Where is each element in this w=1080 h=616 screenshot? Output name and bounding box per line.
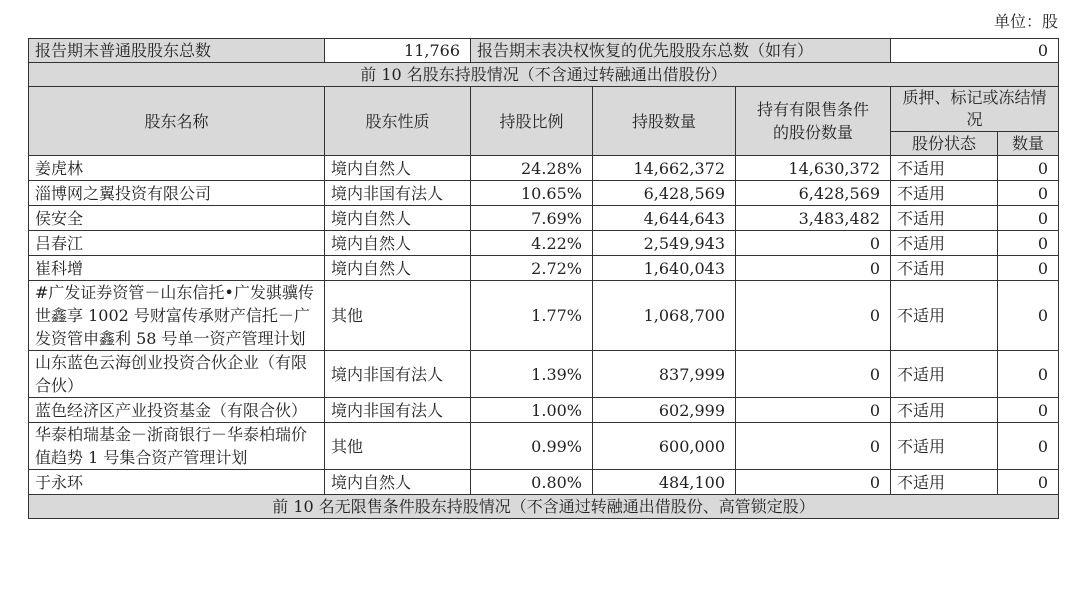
shareholding-qty: 4,644,643 xyxy=(593,206,736,231)
pledge-count: 0 xyxy=(998,281,1059,351)
restricted-qty: 6,428,569 xyxy=(736,181,891,206)
shareholder-name: 姜虎林 xyxy=(29,156,325,181)
shareholding-ratio: 1.39% xyxy=(471,351,593,398)
pledge-status: 不适用 xyxy=(891,423,998,470)
preferred-holders-value: 0 xyxy=(891,39,1059,63)
shareholder-name: 华泰柏瑞基金－浙商银行－华泰柏瑞价值趋势 1 号集合资产管理计划 xyxy=(29,423,325,470)
shareholder-name: #广发证券资管－山东信托•广发骐骥传世鑫享 1002 号财富传承财产信托－广发资管申鑫利 58 号单一资产管理计划 xyxy=(29,281,325,351)
pledge-count: 0 xyxy=(998,398,1059,423)
restricted-qty: 0 xyxy=(736,256,891,281)
restricted-qty: 0 xyxy=(736,423,891,470)
shareholding-qty: 484,100 xyxy=(593,470,736,495)
restricted-qty: 0 xyxy=(736,470,891,495)
header-nature: 股东性质 xyxy=(325,87,471,156)
shareholder-nature: 境内非国有法人 xyxy=(325,181,471,206)
pledge-count: 0 xyxy=(998,423,1059,470)
pledge-status: 不适用 xyxy=(891,398,998,423)
restricted-qty: 0 xyxy=(736,231,891,256)
header-pledge: 质押、标记或冻结情况 xyxy=(891,87,1059,132)
shareholder-nature: 境内自然人 xyxy=(325,231,471,256)
shareholding-ratio: 2.72% xyxy=(471,256,593,281)
section-title-row xyxy=(29,63,1059,87)
pledge-count: 0 xyxy=(998,351,1059,398)
restricted-qty: 3,483,482 xyxy=(736,206,891,231)
table-row xyxy=(29,181,1059,206)
pledge-count: 0 xyxy=(998,470,1059,495)
total-holders-value: 11,766 xyxy=(325,39,471,63)
shareholder-nature: 境内自然人 xyxy=(325,470,471,495)
shareholding-ratio: 1.77% xyxy=(471,281,593,351)
section2-row xyxy=(29,495,1059,519)
table-row xyxy=(29,423,1059,470)
shareholder-nature: 境内非国有法人 xyxy=(325,351,471,398)
restricted-qty: 0 xyxy=(736,398,891,423)
header-ratio: 持股比例 xyxy=(471,87,593,156)
shareholding-ratio: 4.22% xyxy=(471,231,593,256)
pledge-status: 不适用 xyxy=(891,156,998,181)
preferred-holders-label: 报告期末表决权恢复的优先股股东总数（如有） xyxy=(471,39,891,63)
header-status: 股份状态 xyxy=(891,132,998,156)
table-row xyxy=(29,470,1059,495)
shareholder-name: 蓝色经济区产业投资基金（有限合伙） xyxy=(29,398,325,423)
pledge-status: 不适用 xyxy=(891,231,998,256)
table-row xyxy=(29,398,1059,423)
shareholding-ratio: 1.00% xyxy=(471,398,593,423)
shareholder-name: 崔科增 xyxy=(29,256,325,281)
shareholding-ratio: 7.69% xyxy=(471,206,593,231)
pledge-status: 不适用 xyxy=(891,256,998,281)
shareholding-ratio: 24.28% xyxy=(471,156,593,181)
pledge-count: 0 xyxy=(998,156,1059,181)
pledge-status: 不适用 xyxy=(891,470,998,495)
shareholder-nature: 其他 xyxy=(325,281,471,351)
shareholding-ratio: 0.99% xyxy=(471,423,593,470)
header-qty: 持股数量 xyxy=(593,87,736,156)
shareholding-qty: 837,999 xyxy=(593,351,736,398)
pledge-count: 0 xyxy=(998,206,1059,231)
shareholder-name: 侯安全 xyxy=(29,206,325,231)
shareholding-qty: 1,068,700 xyxy=(593,281,736,351)
unit-label: 单位：股 xyxy=(993,12,1058,31)
table-row xyxy=(29,231,1059,256)
shareholder-nature: 境内非国有法人 xyxy=(325,398,471,423)
header-restricted: 持有有限售条件的股份数量 xyxy=(736,87,891,156)
shareholding-qty: 600,000 xyxy=(593,423,736,470)
pledge-status: 不适用 xyxy=(891,206,998,231)
pledge-status: 不适用 xyxy=(891,281,998,351)
pledge-count: 0 xyxy=(998,231,1059,256)
shareholder-table xyxy=(28,38,1059,519)
table-row xyxy=(29,156,1059,181)
restricted-qty: 0 xyxy=(736,351,891,398)
header-row xyxy=(29,87,1059,132)
shareholding-qty: 2,549,943 xyxy=(593,231,736,256)
header-count: 数量 xyxy=(998,132,1059,156)
shareholding-ratio: 10.65% xyxy=(471,181,593,206)
pledge-status: 不适用 xyxy=(891,351,998,398)
total-holders-label: 报告期末普通股股东总数 xyxy=(29,39,325,63)
shareholder-nature: 境内自然人 xyxy=(325,156,471,181)
shareholder-name: 山东蓝色云海创业投资合伙企业（有限合伙） xyxy=(29,351,325,398)
section2-title: 前 10 名无限售条件股东持股情况（不含通过转融通出借股份、高管锁定股） xyxy=(29,495,1059,519)
restricted-qty: 14,630,372 xyxy=(736,156,891,181)
shareholding-ratio: 0.80% xyxy=(471,470,593,495)
shareholding-qty: 14,662,372 xyxy=(593,156,736,181)
shareholding-qty: 1,640,043 xyxy=(593,256,736,281)
shareholder-nature: 其他 xyxy=(325,423,471,470)
shareholder-name: 淄博网之翼投资有限公司 xyxy=(29,181,325,206)
shareholder-name: 吕春江 xyxy=(29,231,325,256)
pledge-count: 0 xyxy=(998,181,1059,206)
table-row xyxy=(29,256,1059,281)
shareholder-name: 于永环 xyxy=(29,470,325,495)
pledge-count: 0 xyxy=(998,256,1059,281)
pledge-status: 不适用 xyxy=(891,181,998,206)
shareholder-nature: 境内自然人 xyxy=(325,206,471,231)
shareholding-qty: 6,428,569 xyxy=(593,181,736,206)
shareholder-nature: 境内自然人 xyxy=(325,256,471,281)
table-row xyxy=(29,281,1059,351)
table-row xyxy=(29,351,1059,398)
summary-row xyxy=(29,39,1059,63)
restricted-qty: 0 xyxy=(736,281,891,351)
table-row xyxy=(29,206,1059,231)
section1-title: 前 10 名股东持股情况（不含通过转融通出借股份） xyxy=(29,63,1059,87)
header-name: 股东名称 xyxy=(29,87,325,156)
shareholding-qty: 602,999 xyxy=(593,398,736,423)
